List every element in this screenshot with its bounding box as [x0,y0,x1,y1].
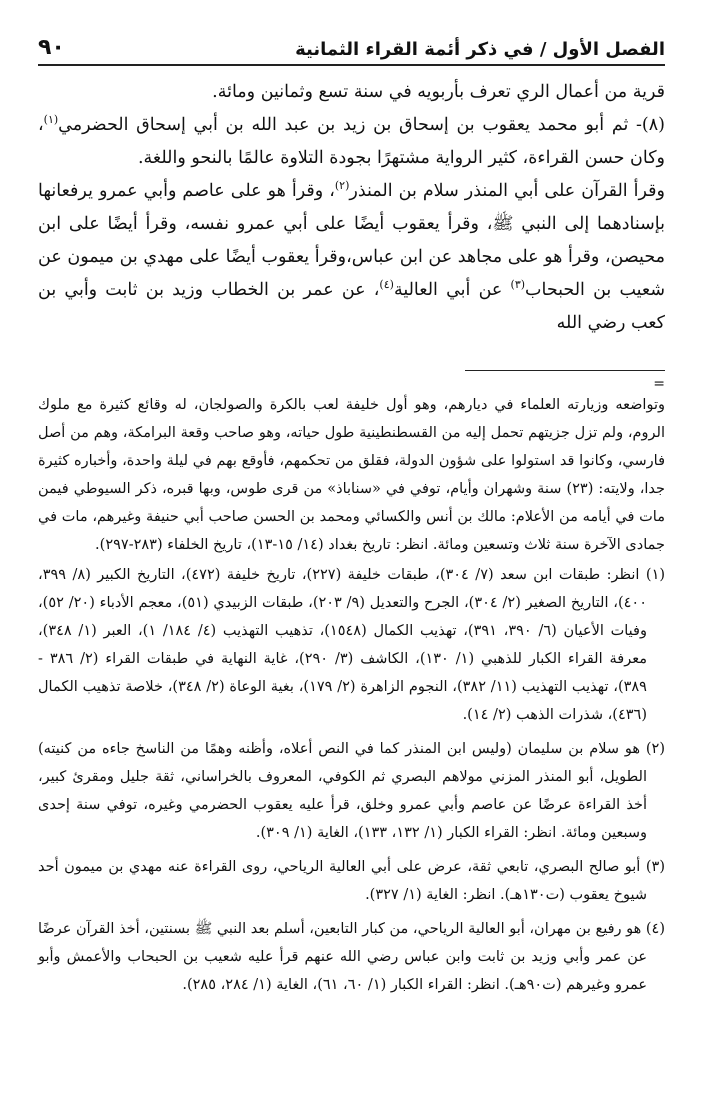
paragraph-2 [38,109,665,175]
paragraph-3-text-a: وقرأ القرآن على أبي المنذر سلام بن المنذر [349,181,665,201]
footnote-ref-3: (٣) [510,278,526,292]
footnote-1: (١) انظر: طبقات ابن سعد (٧/ ٣٠٤)، طبقات خليفة (٢٢٧)، تاريخ خليفة (٤٧٢)، التاريخ الكبير (٨/ ٣٩٩، ٤٠٠)، التاريخ الصغير (٢/ ٣٠٤)، الجرح والتعديل (٩/ ٢٠٣)، طبقات الزبيدي (٥١)، معجم الأدباء (٢٠/ ٥٢)، وفيات الأعيان (٦/ ٣٩٠، ٣٩١)، تهذيب الكمال (١٥٤٨)، تذهيب التهذيب (٤/ ١٨٤/ ١)، العبر (١/ ٣٤٨)، معرفة القراء الكبار للذهبي (١/ ١٣٠)، الكاشف (٣/ ٢٩٠)، غاية النهاية في طبقات القراء (٢/ ٣٨٦ - ٣٨٩)، تهذيب التهذيب (١١/ ٣٨٢)، النجوم الزاهرة (٢/ ١٧٩)، بغية الوعاة (٢/ ٣٤٨)، خلاصة تذهيب الكمال (٤٣٦)، شذرات الذهب (٢/ ١٤). [38,567,666,723]
paragraph-2-text-a: (٨)- ثم أبو محمد يعقوب بن إسحاق بن زيد بن عبد الله بن أبي إسحاق الحضرمي [58,115,665,135]
main-text [38,76,665,340]
paragraph-3-text-b: ، وقرأ هو على عاصم وأبي عمرو يرفعانها بإسنادهما إلى النبي ﷺ، وقرأ يعقوب أيضًا على أبي عمرو نفسه، وقرأ أيضًا على ابن محيصن، وقرأ هو على مجاهد عن ابن عباس،وقرأ يعقوب أيضًا على مهدي بن ميمون عن شعيب بن الحبحاب [38,181,666,300]
running-title: الفصل الأول / في ذكر أئمة القراء الثمانية [295,39,665,60]
paragraph-3 [38,175,665,340]
footnote-separator [465,370,665,371]
page-number: ٩٠ [38,35,65,60]
paragraph-3-text-c: عن أبي العالية [393,280,511,300]
paragraph-1 [38,76,665,109]
footnote-ref-2: (٢) [334,179,350,193]
running-header [38,30,665,66]
footnote-2: (٢) هو سلام بن سليمان (وليس ابن المنذر كما في النص أعلاه، وأظنه وهمًا من الناسخ جاءه من كنيته) الطويل، أبو المنذر المزني مولاهم البصري ثم الكوفي، المعروف بالخراساني، ثقة جليل ومقرئ كبير، أخذ القراءة عرضًا عن عاصم وأبي عمرو وخلق، قرأ عليه يعقوب الحضرمي وغيره، توفي سنة إحدى وسبعين ومائة. انظر: القراء الكبار (١/ ١٣٢، ١٣٣)، الغاية (١/ ٣٠٩). [38,741,665,841]
footnote-ref-4: (٤) [379,278,394,292]
footnote-continuation-mark: = [653,376,665,392]
paragraph-3-text-d: ، عن عمر بن الخطاب وزيد بن ثابت وأبي بن كعب رضي الله [38,280,665,333]
paragraph-1-text: قرية من أعمال الري تعرف بأربويه في سنة تسع وثمانين ومائة. [212,82,665,102]
footnote-4: (٤) هو رفيع بن مهران، أبو العالية الرياحي، من كبار التابعين، أسلم بعد النبي ﷺ بسنتين، أخذ القرآن عرضًا عن عمر وأبي وزيد بن ثابت وابن عباس رضي الله عنهم قرأ عليه شعيب بن الحبحاب والأعمش وأبو عمرو وغيرهم (ت٩٠هـ). انظر: القراء الكبار (١/ ٦٠، ٦١)، الغاية (١/ ٢٨٤، ٢٨٥). [38,921,665,993]
footnotes [38,377,665,999]
footnote-3: (٣) أبو صالح البصري، تابعي ثقة، عرض على أبي العالية الرياحي، روى القراءة عنه مهدي بن ميمون أحد شيوخ يعقوب (ت١٣٠هـ). انظر: الغاية (١/ ٣٢٧). [38,859,665,903]
footnote-ref-1: (١) [43,113,59,127]
footnote-continuation: وتواضعه وزيارته العلماء في ديارهم، وهو أول خليفة لعب بالكرة والصولجان، له وقائع كثيرة مع ملوك الروم، ولم تزل جزيتهم تحمل إليه من القسطنطينية طول حياته، وهو صاحب وقعة البرامكة، وهم من أصل فارسي، وكانوا قد استولوا على شؤون الدولة، فقلق من تحكمهم، فأوقع بهم في ليلة واحدة، وأخباره كثيرة جدا، ولايته: (٢٣) سنة وشهران وأيام، توفي في «سناباذ» من قرى طوس، وبها قبره، ذكر السيوطي فيمن مات في أيامه من الأعلام: مالك بن أنس والكسائي ومحمد بن الحسن صاحب أبي حنيفة وغيرهم، مات في جمادى الآخرة سنة ثلاث وتسعين ومائة. انظر: تاريخ بغداد (١٤/ ١٥-١٣)، تاريخ الخلفاء (٢٨٣-٢٩٧). [38,397,665,553]
paragraph-2-text-b: ، وكان حسن القراءة، كثير الرواية مشتهرًا بجودة التلاوة عالمًا بالنحو واللغة. [38,115,665,168]
